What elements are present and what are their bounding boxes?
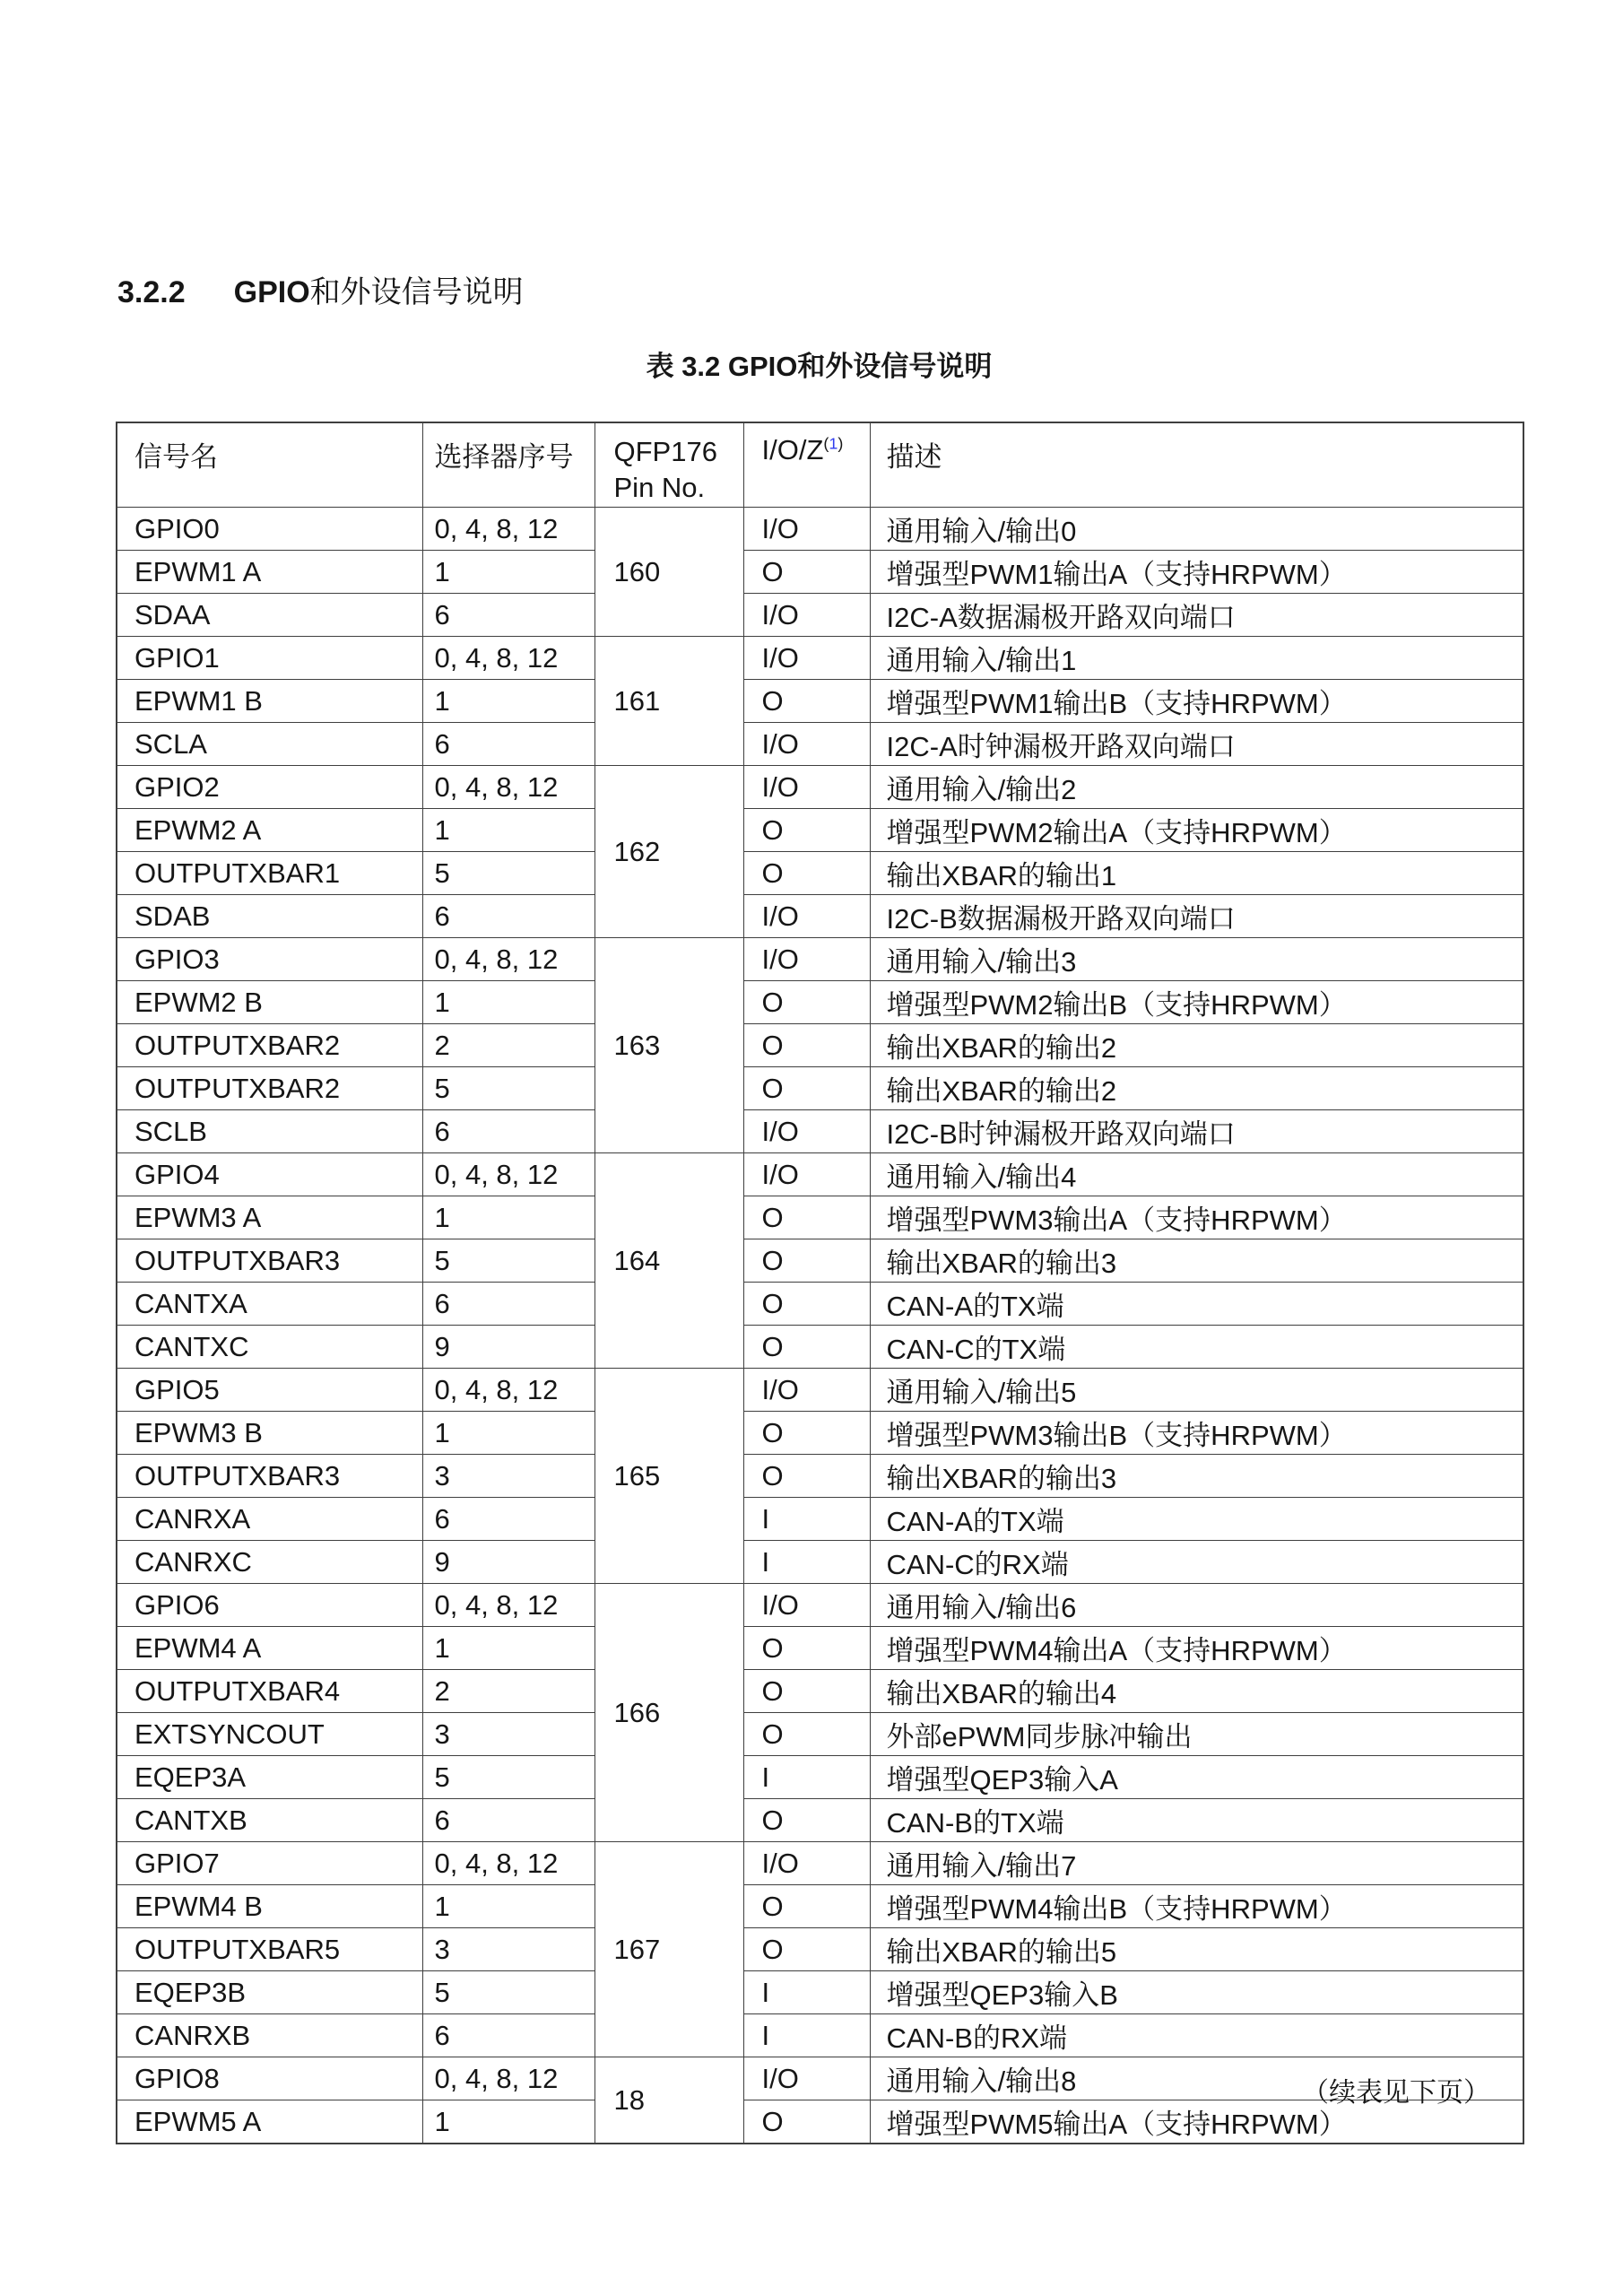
description-cell: 增强型QEP3输入A — [870, 1756, 1523, 1799]
selector-index-cell: 5 — [422, 1756, 595, 1799]
description-cell: 输出XBAR的输出3 — [870, 1239, 1523, 1283]
table-row — [117, 1627, 1523, 1670]
signal-name-cell: EPWM2 B — [117, 981, 422, 1024]
description-cell: CAN-C的RX端 — [870, 1541, 1523, 1584]
table-row — [117, 508, 1523, 551]
io-type-cell: I/O — [743, 637, 870, 680]
description-cell: CAN-A的TX端 — [870, 1283, 1523, 1326]
section-title-latin: GPIO — [233, 275, 310, 309]
signal-name-cell: CANTXB — [117, 1799, 422, 1842]
table-row — [117, 594, 1523, 637]
selector-index-cell: 9 — [422, 1541, 595, 1584]
description-cell: 增强型PWM2输出A（支持HRPWM） — [870, 809, 1523, 852]
description-cell: 通用输入/输出4 — [870, 1153, 1523, 1196]
selector-index-cell: 1 — [422, 1885, 595, 1928]
selector-index-cell: 6 — [422, 594, 595, 637]
pin-header-line2: Pin No. — [613, 472, 706, 503]
signal-name-cell: CANRXB — [117, 2014, 422, 2057]
selector-index-cell: 6 — [422, 1283, 595, 1326]
selector-index-cell: 0, 4, 8, 12 — [422, 1842, 595, 1885]
signal-name-cell: OUTPUTXBAR2 — [117, 1067, 422, 1110]
section-heading — [117, 274, 524, 310]
signal-name-cell: OUTPUTXBAR4 — [117, 1670, 422, 1713]
signal-name-cell: OUTPUTXBAR2 — [117, 1024, 422, 1067]
pin-header-line1: QFP176 — [613, 436, 717, 467]
selector-index-cell: 0, 4, 8, 12 — [422, 1584, 595, 1627]
col-header-ioz — [743, 422, 870, 508]
io-type-cell: I/O — [743, 723, 870, 766]
io-type-cell: I/O — [743, 1369, 870, 1412]
io-type-cell: I — [743, 1756, 870, 1799]
selector-index-cell: 5 — [422, 1239, 595, 1283]
io-type-cell: I/O — [743, 2057, 870, 2100]
table-row — [117, 1799, 1523, 1842]
io-type-cell: I/O — [743, 938, 870, 981]
io-type-cell: I/O — [743, 1110, 870, 1153]
signal-name-cell: GPIO3 — [117, 938, 422, 981]
signal-name-cell: EPWM5 A — [117, 2100, 422, 2144]
description-cell: 外部ePWM同步脉冲输出 — [870, 1713, 1523, 1756]
io-type-cell: I/O — [743, 508, 870, 551]
selector-index-cell: 6 — [422, 1498, 595, 1541]
table-row — [117, 1928, 1523, 1971]
description-cell: 通用输入/输出0 — [870, 508, 1523, 551]
signal-name-cell: CANRXA — [117, 1498, 422, 1541]
table-row — [117, 1326, 1523, 1369]
pin-number-cell: 163 — [595, 938, 743, 1153]
signal-name-cell: EQEP3A — [117, 1756, 422, 1799]
signal-name-cell: EPWM3 A — [117, 1196, 422, 1239]
selector-index-cell: 3 — [422, 1928, 595, 1971]
description-cell: 增强型PWM3输出A（支持HRPWM） — [870, 1196, 1523, 1239]
table-row — [117, 1024, 1523, 1067]
table-row — [117, 981, 1523, 1024]
table-row — [117, 1713, 1523, 1756]
signal-name-cell: SDAA — [117, 594, 422, 637]
pin-number-cell: 165 — [595, 1369, 743, 1584]
col-header-selector-index: 选择器序号 — [422, 422, 595, 508]
signal-name-cell: SCLA — [117, 723, 422, 766]
ioz-footnote-superscript — [823, 435, 843, 453]
description-cell: 通用输入/输出5 — [870, 1369, 1523, 1412]
description-cell: 输出XBAR的输出4 — [870, 1670, 1523, 1713]
gpio-signal-table — [116, 422, 1524, 2144]
table-row — [117, 1196, 1523, 1239]
io-type-cell: I/O — [743, 1584, 870, 1627]
selector-index-cell: 1 — [422, 551, 595, 594]
description-cell: 通用输入/输出7 — [870, 1842, 1523, 1885]
signal-name-cell: GPIO0 — [117, 508, 422, 551]
io-type-cell: O — [743, 1799, 870, 1842]
selector-index-cell: 6 — [422, 1799, 595, 1842]
description-cell: I2C-B时钟漏极开路双向端口 — [870, 1110, 1523, 1153]
signal-name-cell: GPIO2 — [117, 766, 422, 809]
section-title-cjk: 和外设信号说明 — [309, 275, 524, 309]
table-row — [117, 1541, 1523, 1584]
io-type-cell: I/O — [743, 1842, 870, 1885]
table-row — [117, 1283, 1523, 1326]
table-row — [117, 1110, 1523, 1153]
ioz-sup-paren-close: ) — [838, 434, 844, 453]
table-row — [117, 1369, 1523, 1412]
description-cell: CAN-C的TX端 — [870, 1326, 1523, 1369]
description-cell: CAN-A的TX端 — [870, 1498, 1523, 1541]
io-type-cell: O — [743, 1928, 870, 1971]
col-header-description: 描述 — [870, 422, 1523, 508]
io-type-cell: O — [743, 1067, 870, 1110]
pin-number-cell: 161 — [595, 637, 743, 766]
table-row — [117, 723, 1523, 766]
description-cell: 增强型PWM4输出A（支持HRPWM） — [870, 1627, 1523, 1670]
description-cell: 增强型PWM4输出B（支持HRPWM） — [870, 1885, 1523, 1928]
io-type-cell: O — [743, 1326, 870, 1369]
col-header-pin-number — [595, 422, 743, 508]
selector-index-cell: 1 — [422, 1627, 595, 1670]
selector-index-cell: 0, 4, 8, 12 — [422, 938, 595, 981]
signal-name-cell: EPWM4 B — [117, 1885, 422, 1928]
io-type-cell: O — [743, 981, 870, 1024]
table-row — [117, 1584, 1523, 1627]
table-row — [117, 1971, 1523, 2014]
signal-name-cell: GPIO8 — [117, 2057, 422, 2100]
pin-number-cell: 164 — [595, 1153, 743, 1369]
table-row — [117, 2014, 1523, 2057]
io-type-cell: I/O — [743, 594, 870, 637]
signal-name-cell: OUTPUTXBAR5 — [117, 1928, 422, 1971]
signal-name-cell: SDAB — [117, 895, 422, 938]
io-type-cell: I/O — [743, 766, 870, 809]
selector-index-cell: 6 — [422, 723, 595, 766]
table-continued-note: （续表见下页） — [1302, 2078, 1490, 2108]
signal-name-cell: GPIO7 — [117, 1842, 422, 1885]
description-cell: 输出XBAR的输出1 — [870, 852, 1523, 895]
selector-index-cell: 0, 4, 8, 12 — [422, 2057, 595, 2100]
pin-number-cell: 160 — [595, 508, 743, 637]
pin-number-cell: 166 — [595, 1584, 743, 1842]
description-cell: 通用输入/输出3 — [870, 938, 1523, 981]
selector-index-cell: 5 — [422, 1067, 595, 1110]
selector-index-cell: 1 — [422, 680, 595, 723]
selector-index-cell: 5 — [422, 1971, 595, 2014]
table-row — [117, 1412, 1523, 1455]
io-type-cell: I — [743, 1971, 870, 2014]
signal-name-cell: EXTSYNCOUT — [117, 1713, 422, 1756]
pin-number-cell: 162 — [595, 766, 743, 938]
ioz-label: I/O/Z — [761, 434, 824, 465]
description-cell: 输出XBAR的输出3 — [870, 1455, 1523, 1498]
selector-index-cell: 0, 4, 8, 12 — [422, 637, 595, 680]
io-type-cell: O — [743, 551, 870, 594]
col-header-signal-name: 信号名 — [117, 422, 422, 508]
section-number: 3.2.2 — [117, 275, 186, 309]
description-cell: 通用输入/输出1 — [870, 637, 1523, 680]
table-row — [117, 1756, 1523, 1799]
table-row — [117, 551, 1523, 594]
io-type-cell: O — [743, 1024, 870, 1067]
table-row — [117, 938, 1523, 981]
description-cell: 通用输入/输出8 — [870, 2057, 1523, 2100]
selector-index-cell: 2 — [422, 1024, 595, 1067]
pin-number-cell: 18 — [595, 2057, 743, 2144]
description-cell: 输出XBAR的输出2 — [870, 1067, 1523, 1110]
io-type-cell: O — [743, 1196, 870, 1239]
table-row — [117, 1067, 1523, 1110]
description-cell: 增强型PWM5输出A（支持HRPWM） — [870, 2100, 1523, 2144]
selector-index-cell: 1 — [422, 809, 595, 852]
ioz-footnote-number: 1 — [829, 434, 838, 453]
io-type-cell: O — [743, 1455, 870, 1498]
selector-index-cell: 0, 4, 8, 12 — [422, 508, 595, 551]
description-cell: 增强型PWM2输出B（支持HRPWM） — [870, 981, 1523, 1024]
io-type-cell: O — [743, 680, 870, 723]
signal-name-cell: OUTPUTXBAR1 — [117, 852, 422, 895]
description-cell: 增强型PWM1输出B（支持HRPWM） — [870, 680, 1523, 723]
table-row — [117, 1498, 1523, 1541]
description-cell: CAN-B的RX端 — [870, 2014, 1523, 2057]
description-cell: 增强型PWM3输出B（支持HRPWM） — [870, 1412, 1523, 1455]
signal-name-cell: EQEP3B — [117, 1971, 422, 2014]
table-row — [117, 1455, 1523, 1498]
io-type-cell: O — [743, 1885, 870, 1928]
signal-name-cell: GPIO4 — [117, 1153, 422, 1196]
ioz-sup-paren-open: ( — [823, 434, 829, 453]
io-type-cell: I — [743, 1541, 870, 1584]
table-row — [117, 1842, 1523, 1885]
selector-index-cell: 2 — [422, 1670, 595, 1713]
table-header-row — [117, 422, 1523, 508]
io-type-cell: O — [743, 2100, 870, 2144]
io-type-cell: I — [743, 2014, 870, 2057]
selector-index-cell: 3 — [422, 1713, 595, 1756]
io-type-cell: O — [743, 1670, 870, 1713]
selector-index-cell: 6 — [422, 1110, 595, 1153]
selector-index-cell: 1 — [422, 1196, 595, 1239]
io-type-cell: I/O — [743, 895, 870, 938]
description-cell: 通用输入/输出2 — [870, 766, 1523, 809]
description-cell: 输出XBAR的输出5 — [870, 1928, 1523, 1971]
table-row — [117, 1239, 1523, 1283]
table-row — [117, 766, 1523, 809]
signal-name-cell: SCLB — [117, 1110, 422, 1153]
signal-name-cell: EPWM4 A — [117, 1627, 422, 1670]
signal-name-cell: GPIO6 — [117, 1584, 422, 1627]
io-type-cell: I/O — [743, 1153, 870, 1196]
io-type-cell: I — [743, 1498, 870, 1541]
signal-table-body — [117, 508, 1523, 2144]
pin-number-cell: 167 — [595, 1842, 743, 2057]
signal-name-cell: OUTPUTXBAR3 — [117, 1455, 422, 1498]
description-cell: 通用输入/输出6 — [870, 1584, 1523, 1627]
io-type-cell: O — [743, 1713, 870, 1756]
selector-index-cell: 0, 4, 8, 12 — [422, 1369, 595, 1412]
selector-index-cell: 6 — [422, 895, 595, 938]
io-type-cell: O — [743, 809, 870, 852]
description-cell: 输出XBAR的输出2 — [870, 1024, 1523, 1067]
description-cell: 增强型PWM1输出A（支持HRPWM） — [870, 551, 1523, 594]
signal-name-cell: CANTXA — [117, 1283, 422, 1326]
signal-name-cell: CANRXC — [117, 1541, 422, 1584]
description-cell: I2C-A时钟漏极开路双向端口 — [870, 723, 1523, 766]
signal-name-cell: EPWM1 A — [117, 551, 422, 594]
signal-name-cell: EPWM3 B — [117, 1412, 422, 1455]
io-type-cell: O — [743, 852, 870, 895]
io-type-cell: O — [743, 1239, 870, 1283]
selector-index-cell: 1 — [422, 2100, 595, 2144]
description-cell: I2C-B数据漏极开路双向端口 — [870, 895, 1523, 938]
table-row — [117, 809, 1523, 852]
description-cell: CAN-B的TX端 — [870, 1799, 1523, 1842]
description-cell: I2C-A数据漏极开路双向端口 — [870, 594, 1523, 637]
io-type-cell: O — [743, 1412, 870, 1455]
table-row — [117, 1885, 1523, 1928]
description-cell: 增强型QEP3输入B — [870, 1971, 1523, 2014]
selector-index-cell: 5 — [422, 852, 595, 895]
table-row — [117, 1153, 1523, 1196]
signal-name-cell: EPWM2 A — [117, 809, 422, 852]
selector-index-cell: 6 — [422, 2014, 595, 2057]
table-caption: 表 3.2 GPIO和外设信号说明 — [646, 351, 993, 382]
signal-name-cell: GPIO5 — [117, 1369, 422, 1412]
table-row — [117, 852, 1523, 895]
signal-name-cell: EPWM1 B — [117, 680, 422, 723]
selector-index-cell: 9 — [422, 1326, 595, 1369]
selector-index-cell: 3 — [422, 1455, 595, 1498]
table-row — [117, 895, 1523, 938]
table-row — [117, 680, 1523, 723]
io-type-cell: O — [743, 1283, 870, 1326]
selector-index-cell: 0, 4, 8, 12 — [422, 766, 595, 809]
selector-index-cell: 0, 4, 8, 12 — [422, 1153, 595, 1196]
selector-index-cell: 1 — [422, 1412, 595, 1455]
io-type-cell: O — [743, 1627, 870, 1670]
signal-name-cell: OUTPUTXBAR3 — [117, 1239, 422, 1283]
selector-index-cell: 1 — [422, 981, 595, 1024]
signal-name-cell: CANTXC — [117, 1326, 422, 1369]
table-row — [117, 637, 1523, 680]
table-row — [117, 1670, 1523, 1713]
signal-name-cell: GPIO1 — [117, 637, 422, 680]
